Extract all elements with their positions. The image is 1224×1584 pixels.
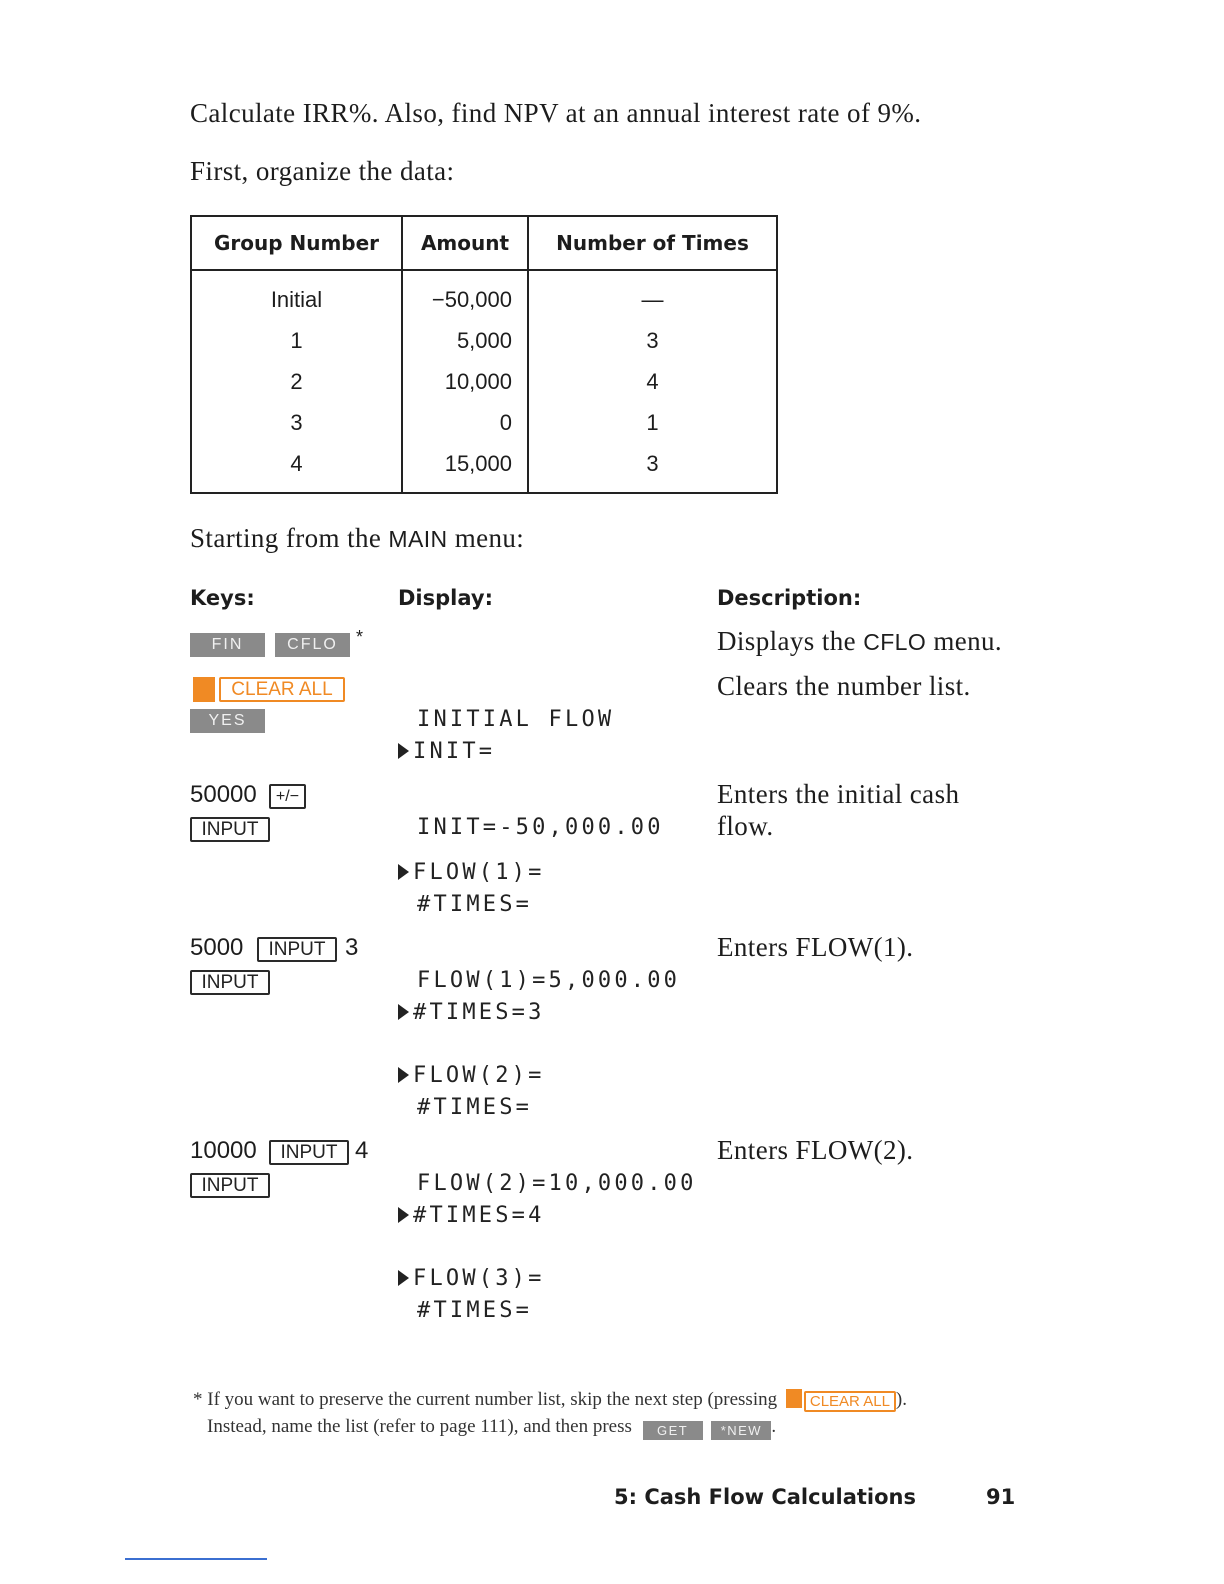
cursor-arrow-icon [398, 1207, 409, 1223]
display-flow3-prompt [398, 1266, 545, 1291]
cell-group: 2 [191, 361, 402, 402]
table-header-row [191, 216, 777, 270]
table-row [191, 443, 777, 493]
display-flow1-value: FLOW(1)=5,000.00 [417, 968, 681, 993]
desc-cflo [717, 626, 1002, 657]
table-row [191, 270, 777, 320]
shift-key[interactable] [193, 677, 215, 702]
input-key[interactable]: INPUT [190, 817, 270, 842]
keys-header: Keys: [190, 586, 255, 610]
cursor-arrow-icon [398, 1067, 409, 1083]
cell-times: 3 [528, 443, 777, 493]
desc-enters-flow2: Enters FLOW(2). [717, 1135, 914, 1165]
plus-minus-key[interactable]: +/− [269, 784, 306, 809]
cell-group: 3 [191, 402, 402, 443]
clear-all-key-small[interactable]: CLEAR ALL [804, 1391, 896, 1412]
yes-key[interactable]: YES [190, 709, 265, 733]
key-num-50000: 50000 [190, 781, 257, 808]
input-key[interactable]: INPUT [190, 1173, 270, 1198]
cursor-arrow-icon [398, 864, 409, 880]
display-flow2-prompt [398, 1063, 545, 1088]
display-initial-flow: INITIAL FLOW [417, 707, 615, 732]
cell-group: Initial [191, 270, 402, 320]
shift-key-small[interactable] [786, 1389, 802, 1408]
starting-line [190, 523, 524, 554]
desc-enters-init-1: Enters the initial cash [717, 779, 960, 809]
cell-amount: −50,000 [402, 270, 528, 320]
footnote-line-1 [193, 1389, 907, 1412]
starting-suffix: menu: [454, 523, 525, 553]
display-times1-text: #TIMES=3 [413, 1000, 545, 1025]
page-number: 91 [986, 1485, 1016, 1509]
table-row [191, 361, 777, 402]
get-key[interactable]: GET [643, 1421, 703, 1440]
desc-cflo-prefix: Displays the [717, 626, 857, 656]
display-times1-value [398, 1000, 545, 1025]
display-times2-text: #TIMES=4 [413, 1203, 545, 1228]
asterisk-note: * [356, 627, 364, 647]
key-num-4: 4 [355, 1137, 369, 1164]
description-header: Description: [717, 586, 862, 610]
desc-cflo-suffix: menu. [933, 626, 1003, 656]
input-key[interactable]: INPUT [269, 1140, 349, 1165]
cursor-arrow-icon [398, 1270, 409, 1286]
footnote-line2-suffix: . [771, 1416, 777, 1437]
display-flow3-text: FLOW(3)= [413, 1266, 545, 1291]
cell-times: — [528, 270, 777, 320]
cflo-key[interactable]: CFLO [275, 633, 350, 657]
intro-line-2: First, organize the data: [190, 156, 455, 186]
display-init-text: INIT= [413, 739, 496, 764]
table-row [191, 402, 777, 443]
cell-times: 4 [528, 361, 777, 402]
cash-flow-table [190, 215, 778, 494]
cell-amount: 15,000 [402, 443, 528, 493]
display-flow2-value: FLOW(2)=10,000.00 [417, 1171, 697, 1196]
cell-group: 4 [191, 443, 402, 493]
desc-enters-flow1: Enters FLOW(1). [717, 932, 914, 962]
display-flow1-prompt [398, 860, 545, 885]
display-flow2-text: FLOW(2)= [413, 1063, 545, 1088]
desc-enters-init-2: flow. [717, 811, 774, 841]
key-num-5000: 5000 [190, 934, 244, 961]
display-init-prompt [398, 739, 495, 764]
table-row [191, 320, 777, 361]
intro-line-1: Calculate IRR%. Also, find NPV at an annual interest rate of 9%. [190, 98, 922, 128]
cell-times: 1 [528, 402, 777, 443]
cursor-arrow-icon [398, 743, 409, 759]
bottom-rule [125, 1558, 267, 1560]
display-times-prompt-3: #TIMES= [417, 1298, 533, 1323]
footnote-line1-suffix: ). [895, 1389, 907, 1410]
cell-amount: 10,000 [402, 361, 528, 402]
header-amount: Amount [402, 216, 528, 270]
footnote-line-2 [207, 1416, 776, 1440]
chapter-title: 5: Cash Flow Calculations [614, 1485, 917, 1509]
cell-group: 1 [191, 320, 402, 361]
display-header: Display: [398, 586, 493, 610]
fin-key[interactable]: FIN [190, 633, 265, 657]
header-group-number: Group Number [191, 216, 402, 270]
clear-all-key[interactable]: CLEAR ALL [219, 677, 345, 702]
key-num-10000: 10000 [190, 1137, 257, 1164]
cursor-arrow-icon [398, 1004, 409, 1020]
display-times-prompt-2: #TIMES= [417, 1095, 533, 1120]
new-key[interactable]: *NEW [711, 1421, 771, 1440]
footnote-line1-text: * If you want to preserve the current number list, skip the next step (pressing [193, 1389, 778, 1410]
desc-cflo-menu: CFLO [863, 629, 927, 655]
starting-prefix: Starting from the [190, 523, 382, 553]
starting-menu: MAIN [388, 526, 448, 552]
cell-times: 3 [528, 320, 777, 361]
display-flow1-text: FLOW(1)= [413, 860, 545, 885]
input-key[interactable]: INPUT [257, 937, 337, 962]
input-key[interactable]: INPUT [190, 970, 270, 995]
footnote-line2-text: Instead, name the list (refer to page 111), and then press [207, 1416, 632, 1437]
display-init-value: INIT=-50,000.00 [417, 815, 664, 840]
header-number-of-times: Number of Times [528, 216, 777, 270]
cell-amount: 5,000 [402, 320, 528, 361]
desc-clears: Clears the number list. [717, 671, 971, 701]
display-times-prompt: #TIMES= [417, 892, 533, 917]
cell-amount: 0 [402, 402, 528, 443]
key-num-3: 3 [345, 934, 359, 961]
display-times2-value [398, 1203, 545, 1228]
